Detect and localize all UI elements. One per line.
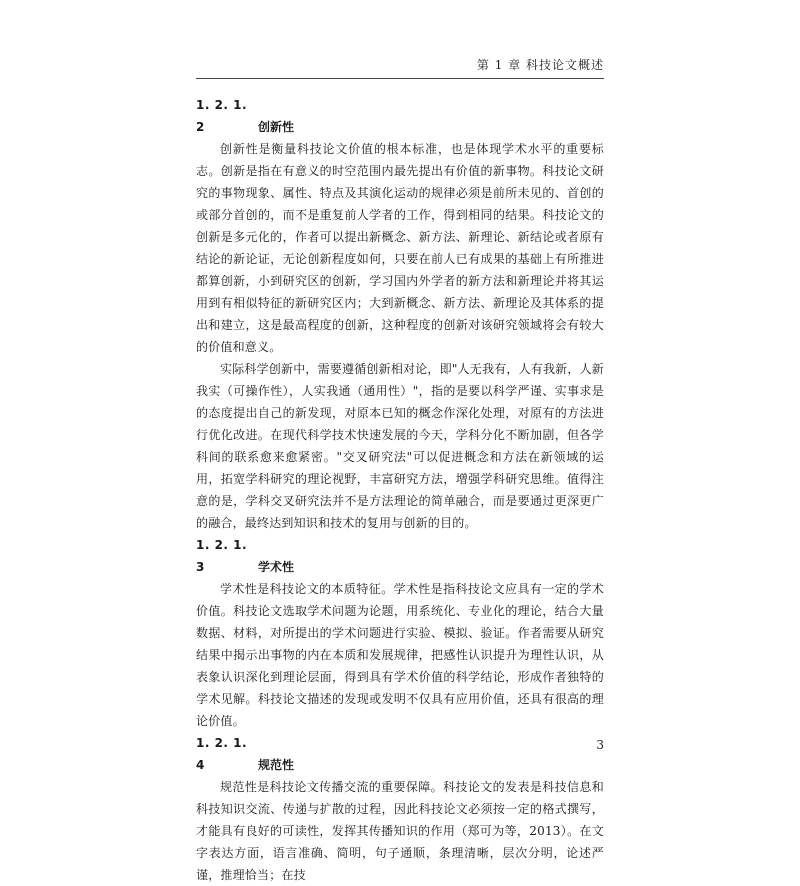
running-head: 第 1 章 科技论文概述 (476, 58, 604, 72)
paragraph: 学术性是科技论文的本质特征。学术性是指科技论文应具有一定的学术价值。科技论文选取学术问题为论题，用系统化、专业化的理论，结合大量数据、材料，对所提出的学术问题进行实验、模拟、验证。作者需要从研究结果中揭示出事物的内在本质和发展规律，把感性认识提升为理性认识，从表象认识深化到理论层面，得到具有学术价值的科学结论，形成作者独特的学术见解。科技论文描述的发现或发明不仅具有应用价值，还具有很高的理论价值。 (196, 582, 604, 728)
section-title: 创新性 (258, 120, 295, 134)
section-title: 学术性 (258, 560, 295, 574)
paragraph: 创新性是衡量科技论文价值的根本标准，也是体现学术水平的重要标志。创新是指在有意义的时空范围内最先提出有价值的新事物。科技论文研究的事物现象、属性、特点及其演化运动的规律必须是前所未见的、首创的或部分首创的，而不是重复前人学者的工作，得到相同的结果。科技论文的创新是多元化的，作者可以提出新概念、新方法、新理论、新结论或者原有结论的新论证，无论创新程度如何，只要在前人已有成果的基础上有所推进都算创新，小到研究区的创新，学习国内外学者的新方法和新理论并将其运用到有相似特征的新研究区内；大到新概念、新方法、新理论及其体系的提出和建立，这是最高程度的创新，这种程度的创新对该研究领域将会有较大的价值和意义。 (196, 142, 604, 354)
page-number: 3 (596, 738, 604, 752)
section-heading (196, 94, 604, 138)
body-text (196, 94, 604, 886)
section-number: 1. 2. 1. 4 (196, 736, 248, 772)
section-heading (196, 732, 604, 776)
section-heading (196, 534, 604, 578)
section-number: 1. 2. 1. 3 (196, 538, 248, 574)
section-title: 规范性 (258, 758, 295, 772)
section-number: 1. 2. 1. 2 (196, 98, 248, 134)
paragraph: 实际科学创新中，需要遵循创新相对论，即"人无我有，人有我新，人新我实（可操作性），人实我通（通用性）"，指的是要以科学严谨、实事求是的态度提出自己的新发现，对原本已知的概念作深化处理，对原有的方法进行优化改进。在现代科学技术快速发展的今天，学科分化不断加剧，但各学科间的联系愈来愈紧密。"交叉研究法"可以促进概念和方法在新领域的运用，拓宽学科研究的理论视野，丰富研究方法，增强学科研究思维。值得注意的是，学科交叉研究法并不是方法理论的简单融合，而是要通过更深更广的融合，最终达到知识和技术的复用与创新的目的。 (196, 362, 604, 530)
header-rule (196, 78, 604, 79)
paragraph: 规范性是科技论文传播交流的重要保障。科技论文的发表是科技信息和科技知识交流、传递与扩散的过程，因此科技论文必须按一定的格式撰写，才能具有良好的可读性，发挥其传播知识的作用（郑可为等，2013）。在文字表达方面，语言准确、简明，句子通顺，条理清晰，层次分明，论述严谨，推理恰当；在技 (196, 780, 604, 882)
